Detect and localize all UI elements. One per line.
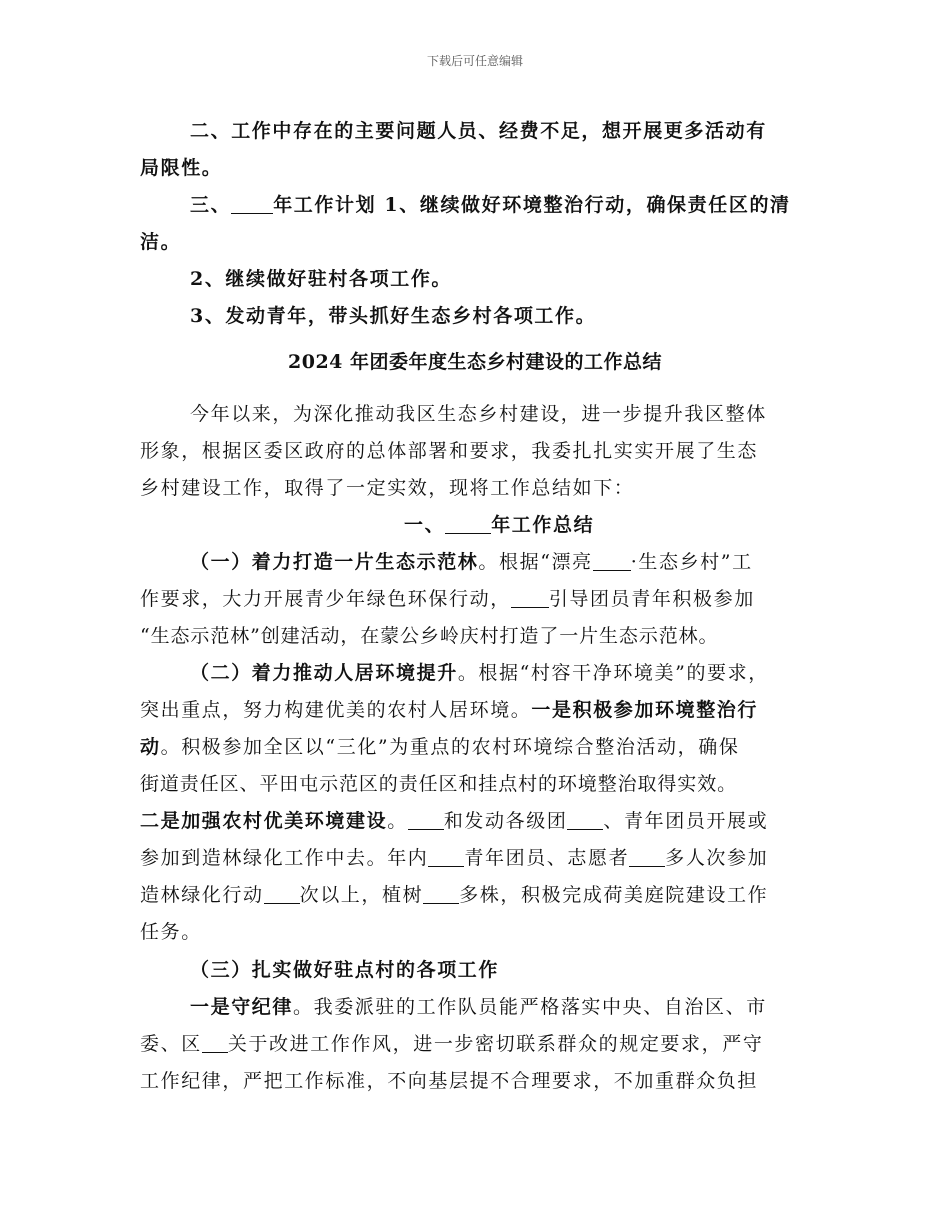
blank-field <box>231 195 273 214</box>
text-line: 突出重点，努力构建优美的农村人居环境。一是积极参加环境整治行 <box>140 699 759 721</box>
blank-field <box>593 552 631 571</box>
text-line: 动。积极参加全区以“三化”为重点的农村环境综合整治活动，确保 <box>140 736 740 758</box>
text-line: 任务。 <box>140 921 202 943</box>
text-line: （二）着力推动人居环境提升。根据“村容干净环境美”的要求， <box>190 662 769 684</box>
blank-field <box>428 848 464 867</box>
text-line: 造林绿化行动 次以上，植树 多株，积极完成荷美庭院建设工作 <box>140 884 769 906</box>
text-line: 街道责任区、平田屯示范区的责任区和挂点村的环境整治取得实效。 <box>140 773 738 795</box>
document-title: 2024 年团委年度生态乡村建设的工作总结 <box>288 351 662 373</box>
text-line: 洁。 <box>140 231 182 253</box>
blank-field <box>202 1034 228 1053</box>
text-line: 形象，根据区委区政府的总体部署和要求，我委扎扎实实开展了生态 <box>140 440 759 462</box>
blank-field <box>445 515 491 534</box>
blank-field <box>629 848 665 867</box>
blank-field <box>567 811 603 830</box>
text-line: 今年以来，为深化推动我区生态乡村建设，进一步提升我区整体 <box>190 403 767 425</box>
text-line: 二是加强农村优美环境建设。 和发动各级团 、青年团员开展或 <box>140 810 769 832</box>
blank-field <box>408 811 444 830</box>
text-line: 委、区 关于改进工作作风，进一步密切联系群众的规定要求，严守 <box>140 1033 764 1055</box>
text-line: 3、发动青年，带头抓好生态乡村各项工作。 <box>190 305 597 327</box>
text-line: （一）着力打造一片生态示范林。根据“漂亮 ·生态乡村”工 <box>190 551 753 573</box>
text-line: 二、工作中存在的主要问题人员、经费不足，想开展更多活动有 <box>190 120 767 142</box>
blank-field <box>423 885 459 904</box>
section-heading: （三）扎实做好驻点村的各项工作 <box>190 959 500 981</box>
blank-field <box>511 589 549 608</box>
text-line: 工作纪律，严把工作标准，不向基层提不合理要求，不加重群众负担 <box>140 1070 759 1092</box>
text-line: 一是守纪律。我委派驻的工作队员能严格落实中央、自治区、市 <box>190 996 767 1018</box>
section-heading: 一、 年工作总结 <box>404 514 595 536</box>
text-line: “生态示范林”创建活动，在蒙公乡岭庆村打造了一片生态示范林。 <box>140 625 719 647</box>
text-line: 作要求，大力开展青少年绿色环保行动， 引导团员青年积极参加 <box>140 588 755 610</box>
blank-field <box>264 885 300 904</box>
text-line: 局限性。 <box>140 157 223 179</box>
text-line: 乡村建设工作，取得了一定实效，现将工作总结如下： <box>140 477 635 499</box>
text-line: 参加到造林绿化工作中去。年内 青年团员、志愿者 多人次参加 <box>140 847 769 869</box>
text-line: 三、 年工作计划 1、继续做好环境整治行动，确保责任区的清 <box>190 194 791 216</box>
page-header: 下载后可任意编辑 <box>426 54 523 68</box>
text-line: 2、继续做好驻村各项工作。 <box>190 268 453 290</box>
